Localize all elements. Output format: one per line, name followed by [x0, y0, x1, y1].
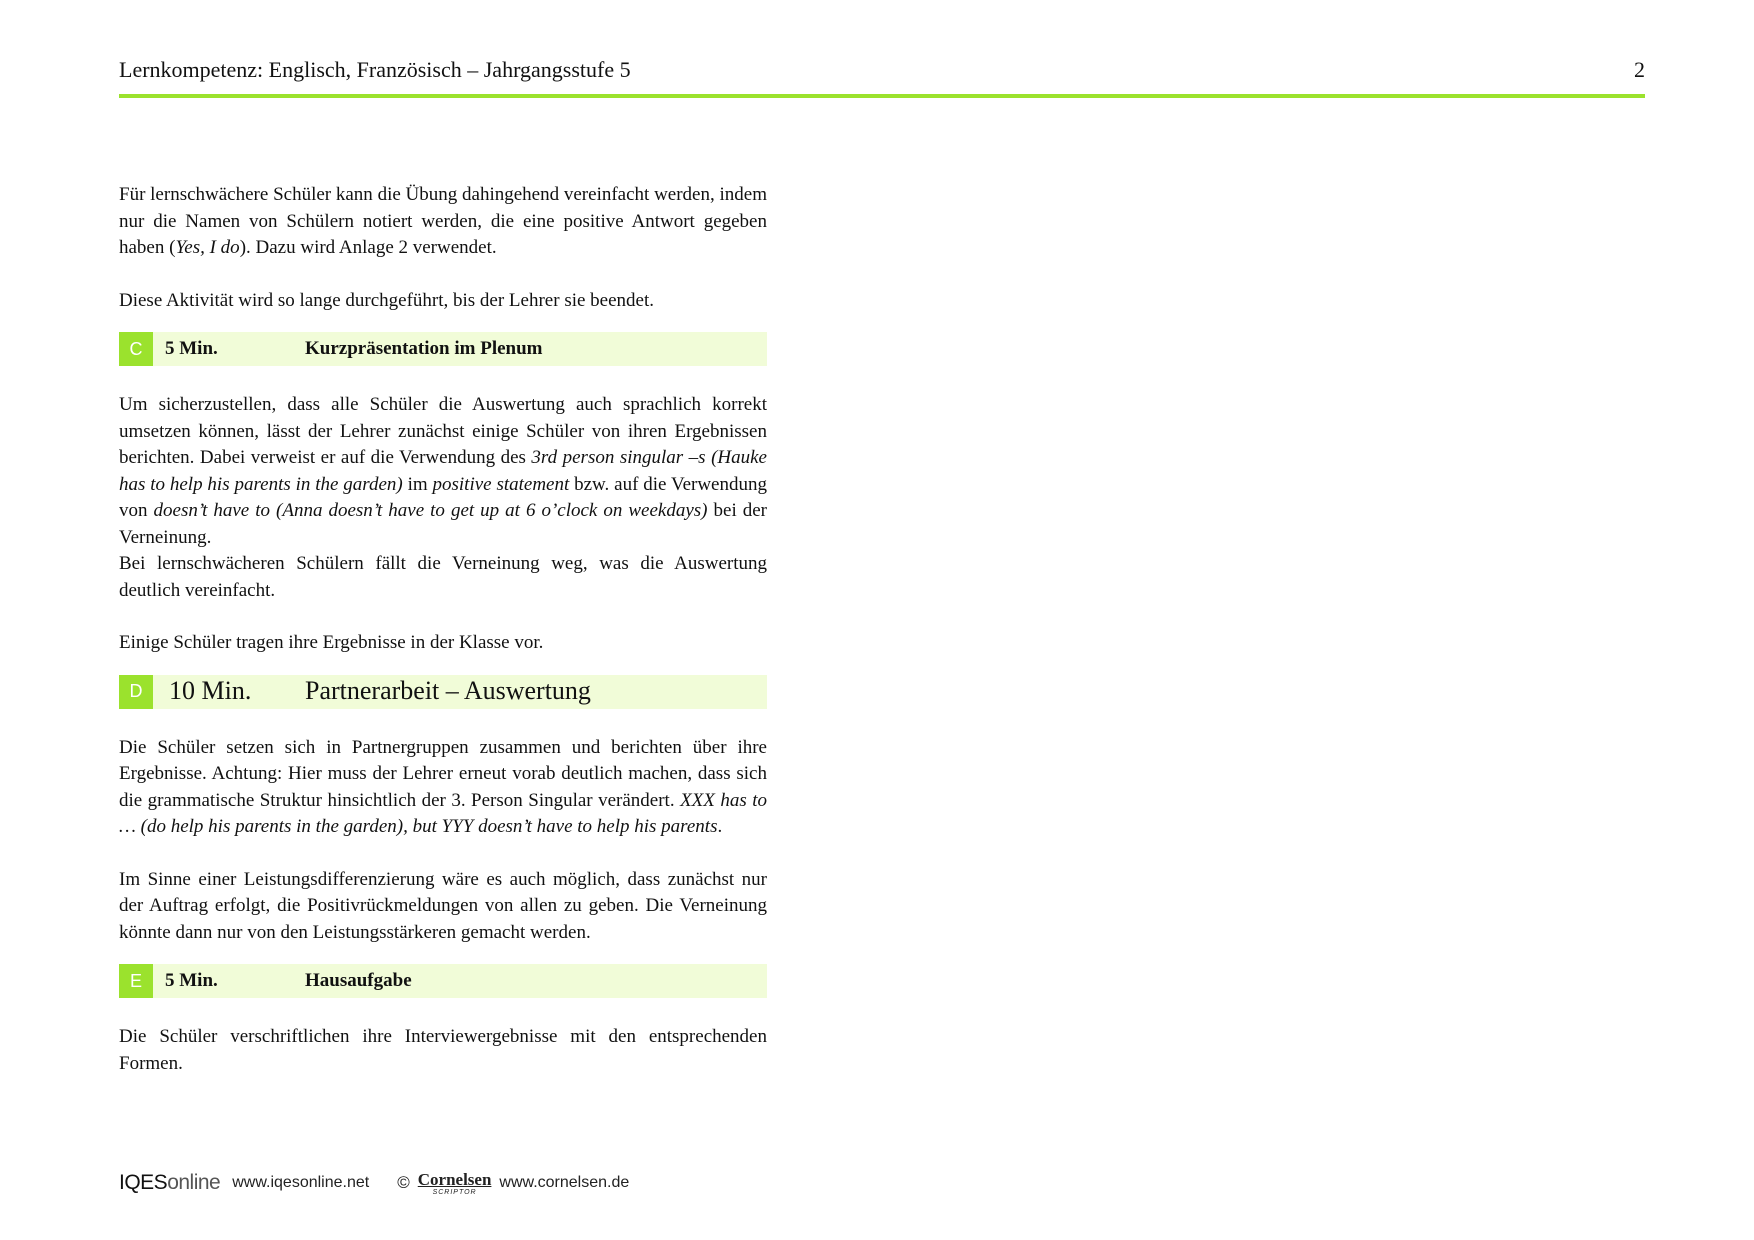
- section-d-bar: [119, 675, 767, 709]
- section-d-badge: D: [119, 675, 153, 709]
- main-content: [119, 182, 767, 1077]
- section-c-bar: [119, 332, 767, 366]
- section-c-title: Kurzpräsentation im Plenum: [305, 337, 543, 359]
- paragraph-6: Die Schüler setzen sich in Partnergruppen zusammen und berichten über ihre Ergebnisse. Achtung: Hier muss der Lehrer erneut vorab deutlich machen, dass sich die grammatische Struktur hinsichtlich der 3. Person Singular verändert. XXX has to … (do help his parents in the garden), but YYY doesn’t have to help his parents.: [119, 736, 767, 837]
- section-e-time: 5 Min.: [165, 969, 218, 991]
- paragraph-3: Um sicherzustellen, dass alle Schüler die Auswertung auch sprachlich korrekt umsetzen können, lässt der Lehrer zunächst einige Schüler von ihren Ergebnissen berichten. Dabei verweist er auf die Verwendung des 3rd person singular –s (Hauke has to help his parents in the garden) im positive statement bzw. auf die Verwendung von doesn’t have to (Anna doesn’t have to get up at 6 o’clock on weekdays) bei der Verneinung.: [119, 394, 768, 548]
- paragraph-8: Die Schüler verschriftlichen ihre Interviewergebnisse mit den entsprechenden Formen.: [119, 1026, 767, 1074]
- paragraph-2: Diese Aktivität wird so lange durchgeführt, bis der Lehrer sie beendet.: [119, 289, 654, 311]
- paragraph-7: Im Sinne einer Leistungsdifferenzierung wäre es auch möglich, dass zunächst nur der Auftrag erfolgt, die Positivrückmeldungen von allen zu geben. Die Verneinung könnte dann nur von den Leistungsstärkeren gemacht werden.: [119, 868, 767, 943]
- page-footer: [119, 1168, 629, 1198]
- section-e-bar: [119, 964, 767, 998]
- cornelsen-link[interactable]: www.cornelsen.de: [499, 1174, 630, 1191]
- section-d-time: 10 Min.: [169, 676, 252, 706]
- page-number: 2: [1634, 57, 1645, 82]
- iqes-link[interactable]: www.iqesonline.net: [232, 1174, 370, 1191]
- iqes-logo: IQESonline: [119, 1171, 221, 1194]
- header-title: Lernkompetenz: Englisch, Französisch – Jahrgangsstufe 5: [119, 57, 631, 82]
- paragraph-4: Bei lernschwächeren Schülern fällt die Verneinung weg, was die Auswertung deutlich vereinfacht.: [119, 553, 767, 601]
- section-e-badge: E: [119, 964, 153, 998]
- section-c-time: 5 Min.: [165, 337, 218, 359]
- cornelsen-logo: Cornelsen SCRIPTOR: [417, 1169, 492, 1196]
- copyright-symbol: ©: [397, 1173, 410, 1192]
- section-e-title: Hausaufgabe: [305, 969, 412, 991]
- section-c-badge: C: [119, 332, 153, 366]
- page-header: [119, 52, 1645, 98]
- paragraph-5: Einige Schüler tragen ihre Ergebnisse in der Klasse vor.: [119, 632, 544, 653]
- paragraph-1: Für lernschwächere Schüler kann die Übung dahingehend vereinfacht werden, indem nur die Namen von Schülern notiert werden, die eine positive Antwort gegeben haben (Yes, I do). Dazu wird Anlage 2 verwendet.: [119, 184, 767, 258]
- section-d-title: Partnerarbeit – Auswertung: [305, 676, 591, 706]
